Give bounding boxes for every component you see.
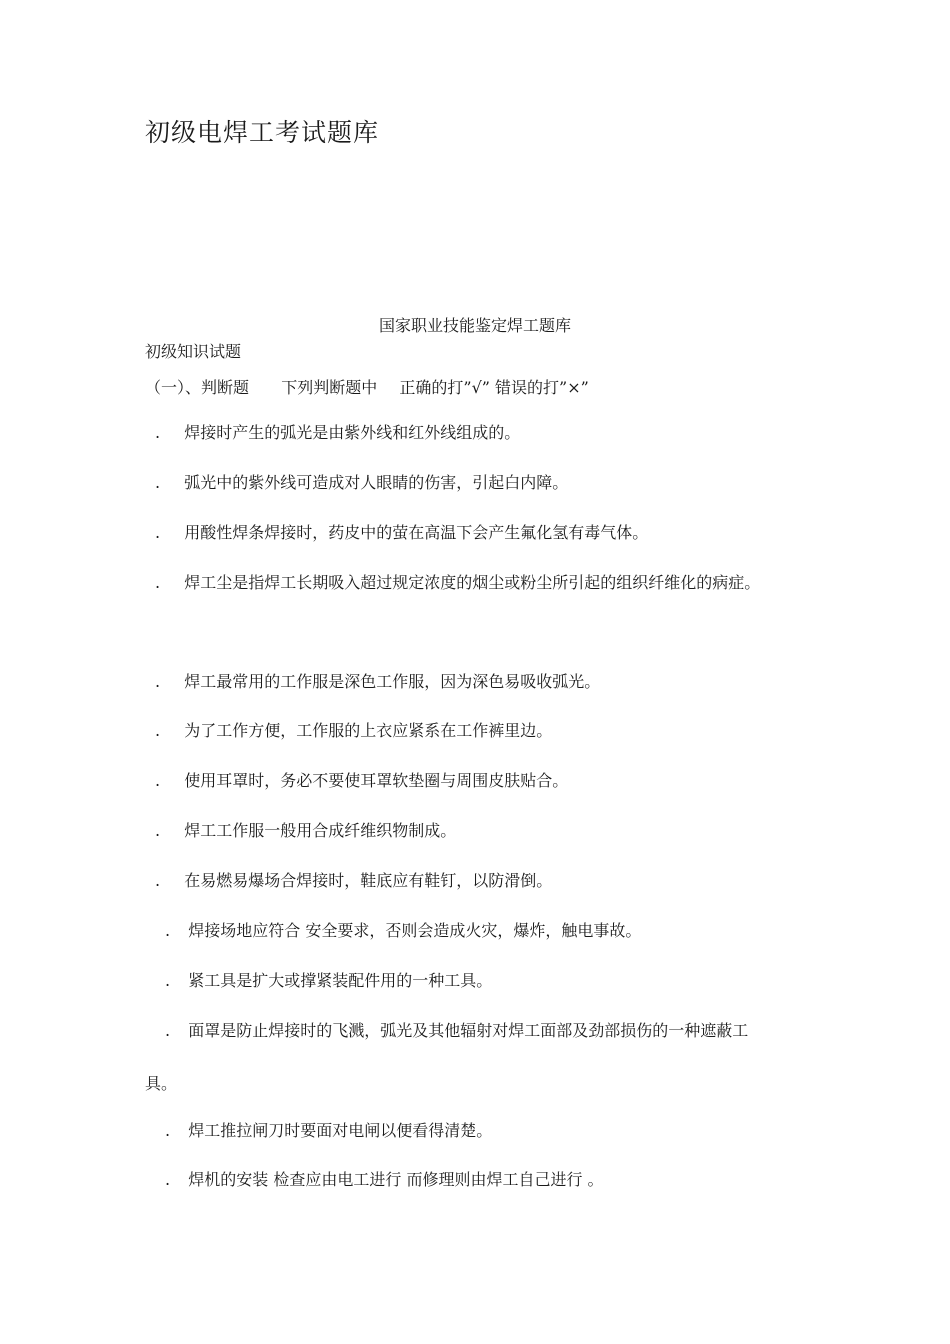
question-marker: .: [165, 1021, 171, 1040]
section-title: 初级知识试题: [145, 342, 242, 361]
question-marker: .: [155, 821, 161, 840]
question-marker: .: [165, 921, 171, 940]
question-item: [165, 1023, 748, 1039]
question-marker: .: [165, 1121, 171, 1140]
question-text: 在易燃易爆场合焊接时，鞋底应有鞋钉，以防滑倒。: [184, 871, 553, 890]
question-text: 焊机的安装 检查应由电工进行 而修理则由焊工自己进行 。: [188, 1170, 604, 1189]
question-marker: .: [155, 573, 161, 592]
question-marker: .: [155, 871, 161, 890]
center-title: 国家职业技能鉴定焊工题库: [378, 316, 571, 335]
instruction-lead: 下列判断题中: [281, 378, 378, 397]
question-text: 具。: [145, 1074, 178, 1093]
question-marker: .: [155, 473, 161, 492]
instruction-text: 正确的打”√” 错误的打”×”: [399, 378, 589, 397]
question-text: 使用耳罩时，务必不要使耳罩软垫圈与周围皮肤贴合。: [184, 771, 569, 790]
question-text: 焊工最常用的工作服是深色工作服，因为深色易吸收弧光。: [184, 672, 601, 691]
question-item: [155, 475, 568, 491]
question-marker: .: [155, 523, 161, 542]
question-item: [165, 973, 492, 989]
question-item: [155, 674, 600, 690]
question-item: [165, 1123, 492, 1139]
question-marker: .: [155, 721, 161, 740]
question-text: 焊工工作服一般用合成纤维织物制成。: [184, 821, 457, 840]
question-text: 焊接时产生的弧光是由紫外线和红外线组成的。: [184, 423, 521, 442]
question-marker: .: [165, 971, 171, 990]
question-item: [155, 773, 568, 789]
question-text: 用酸性焊条焊接时，药皮中的萤在高温下会产生氟化氢有毒气体。: [184, 523, 649, 542]
question-text: 焊工推拉闸刀时要面对电闸以便看得清楚。: [188, 1121, 493, 1140]
question-marker: .: [155, 672, 161, 691]
question-item: [165, 1172, 604, 1188]
question-text: 为了工作方便，工作服的上衣应紧系在工作裤里边。: [184, 721, 553, 740]
instruction-part: （一）、判断题: [145, 378, 250, 397]
question-item: [155, 575, 760, 591]
question-item: [155, 873, 552, 889]
question-text: 紧工具是扩大或撑紧装配件用的一种工具。: [188, 971, 493, 990]
question-continuation: [145, 1076, 177, 1092]
question-marker: .: [155, 771, 161, 790]
question-item: [155, 723, 552, 739]
question-item: [155, 525, 648, 541]
question-marker: .: [165, 1170, 171, 1189]
question-item: [155, 823, 456, 839]
document-title: 初级电焊工考试题库: [145, 118, 380, 147]
question-text: 焊工尘是指焊工长期吸入超过规定浓度的烟尘或粉尘所引起的组织纤维化的病症。: [184, 573, 761, 592]
question-text: 焊接场地应符合 安全要求，否则会造成火灾，爆炸，触电事故。: [188, 921, 642, 940]
instruction-line: [145, 380, 589, 396]
question-item: [165, 923, 641, 939]
question-text: 弧光中的紫外线可造成对人眼睛的伤害，引起白内障。: [184, 473, 569, 492]
question-text: 面罩是防止焊接时的飞溅，弧光及其他辐射对焊工面部及劲部损伤的一种遮蔽工: [188, 1021, 749, 1040]
question-marker: .: [155, 423, 161, 442]
question-item: [155, 425, 520, 441]
